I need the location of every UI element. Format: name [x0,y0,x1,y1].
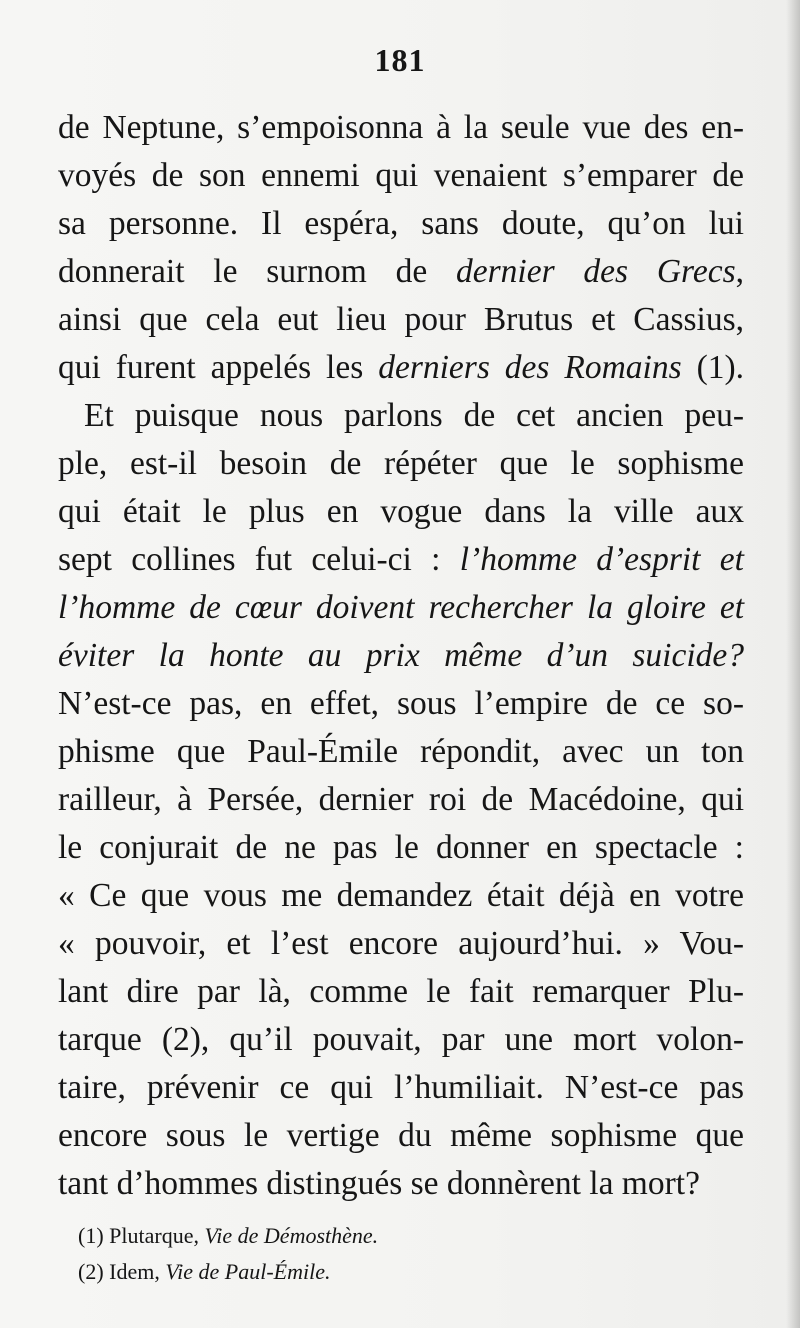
text-segment: de Neptune, s’empoisonna à la seule vue des en- [58,109,744,146]
text-line [58,1064,744,1112]
text-segment: donnerait le surnom de [58,253,456,290]
text-segment: « pouvoir, et l’est encore aujourd’hui. » Vou- [58,925,744,962]
text-line [58,584,744,632]
text-line [58,248,744,296]
text-line [58,440,744,488]
text-line [58,968,744,1016]
text-segment: (1). [681,349,745,386]
italic-text: l’homme de cœur doivent rechercher la gloire et [58,589,744,626]
page-edge-shadow [786,0,800,1328]
text-segment: « Ce que vous me demandez était déjà en votre [58,877,744,914]
italic-text: derniers des Romains [378,349,682,386]
text-line [58,296,744,344]
footnote [78,1254,678,1290]
text-segment: ainsi que cela eut lieu pour Brutus et Cassius, [58,301,744,338]
footnote [78,1218,678,1254]
text-segment: taire, prévenir ce qui l’humiliait. N’est-ce pas [58,1069,744,1106]
italic-text: éviter la honte au prix même d’un suicide? [58,637,744,674]
text-line [58,536,744,584]
text-segment: sept collines fut celui-ci : [58,541,460,578]
text-line [58,200,744,248]
text-segment: le conjurait de ne pas le donner en spectacle : [58,829,744,866]
text-segment: tant d’hommes distingués se donnèrent la mort? [58,1165,700,1202]
text-segment: ple, est-il besoin de répéter que le sophisme [58,445,744,482]
text-line [58,872,744,920]
italic-text: Vie de Paul-Émile. [165,1259,331,1284]
text-segment: N’est-ce pas, en effet, sous l’empire de ce so- [58,685,744,722]
text-segment: tarque (2), qu’il pouvait, par une mort volon- [58,1021,744,1058]
footnotes [78,1218,678,1290]
text-segment: sa personne. Il espéra, sans doute, qu’on lui [58,205,744,242]
text-line [58,824,744,872]
text-segment: (2) Idem, [78,1259,166,1284]
text-segment: voyés de son ennemi qui venaient s’emparer de [58,157,744,194]
text-line [58,776,744,824]
text-line [58,728,744,776]
text-segment: railleur, à Persée, dernier roi de Macédoine, qui [58,781,744,818]
text-segment: encore sous le vertige du même sophisme que [58,1117,744,1154]
italic-text: Vie de Démosthène. [204,1223,379,1248]
text-segment: , [735,253,744,290]
text-line [58,1160,744,1208]
text-line [58,488,744,536]
text-segment: qui était le plus en vogue dans la ville aux [58,493,744,530]
text-line [58,632,744,680]
body-text [58,104,744,1208]
text-line [58,920,744,968]
text-line [58,680,744,728]
italic-text: dernier des Grecs [455,253,736,290]
text-segment: (1) Plutarque, [78,1223,205,1248]
text-line [58,152,744,200]
text-segment: Et puisque nous parlons de cet ancien peu- [84,397,744,434]
page-number: 181 [374,42,426,78]
text-segment: phisme que Paul-Émile répondit, avec un ton [58,733,744,770]
text-line [58,392,744,440]
text-line [58,1016,744,1064]
text-line [58,1112,744,1160]
text-line [58,344,744,392]
italic-text: l’homme d’esprit et [459,541,744,578]
text-segment: qui furent appelés les [58,349,379,386]
text-line [58,104,744,152]
text-segment: lant dire par là, comme le fait remarquer Plu- [58,973,744,1010]
